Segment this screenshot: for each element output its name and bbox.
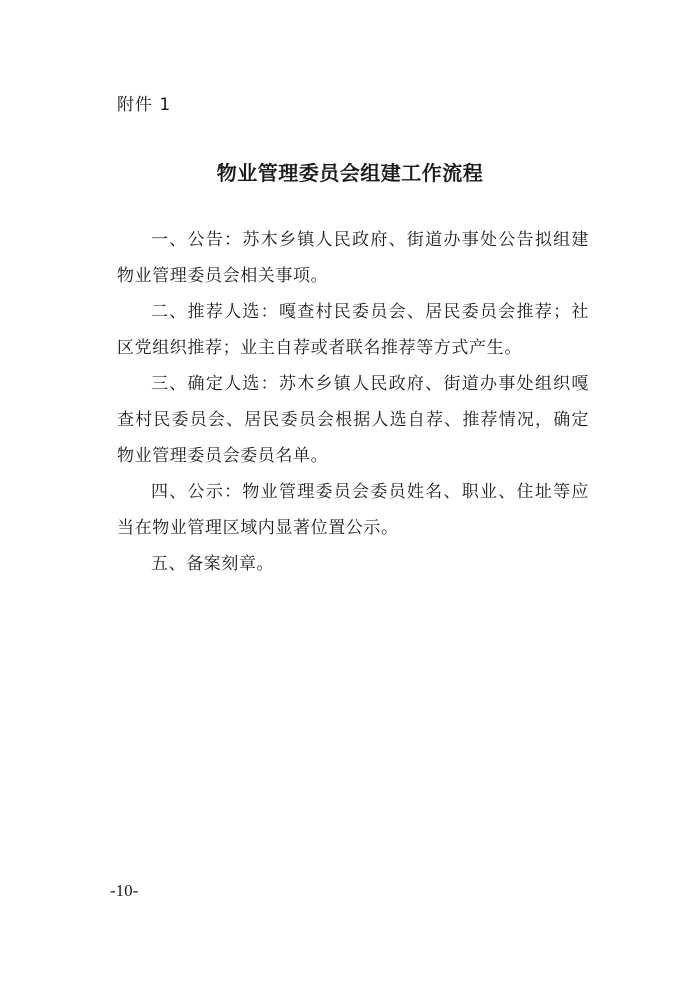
document-body (117, 222, 589, 582)
document-title: 物业管理委员会组建工作流程 (216, 161, 484, 185)
attachment-label: 附件 1 (117, 95, 172, 115)
page-number: -10- (110, 881, 139, 900)
paragraph-confirm-candidates: 三、确定人选：苏木乡镇人民政府、街道办事处组织嘎查村民委员会、居民委员会根据人选自荐、推荐情况，确定物业管理委员会委员名单。 (117, 374, 589, 466)
paragraph-recommend-candidates: 二、推荐人选：嘎查村民委员会、居民委员会推荐；社区党组织推荐；业主自荐或者联名推荐等方式产生。 (117, 302, 589, 358)
paragraph-publicity: 四、公示：物业管理委员会委员姓名、职业、住址等应当在物业管理区域内显著位置公示。 (117, 482, 589, 538)
paragraph-announcement: 一、公告：苏木乡镇人民政府、街道办事处公告拟组建物业管理委员会相关事项。 (117, 230, 589, 286)
paragraph-filing-seal: 五、备案刻章。 (151, 554, 275, 574)
